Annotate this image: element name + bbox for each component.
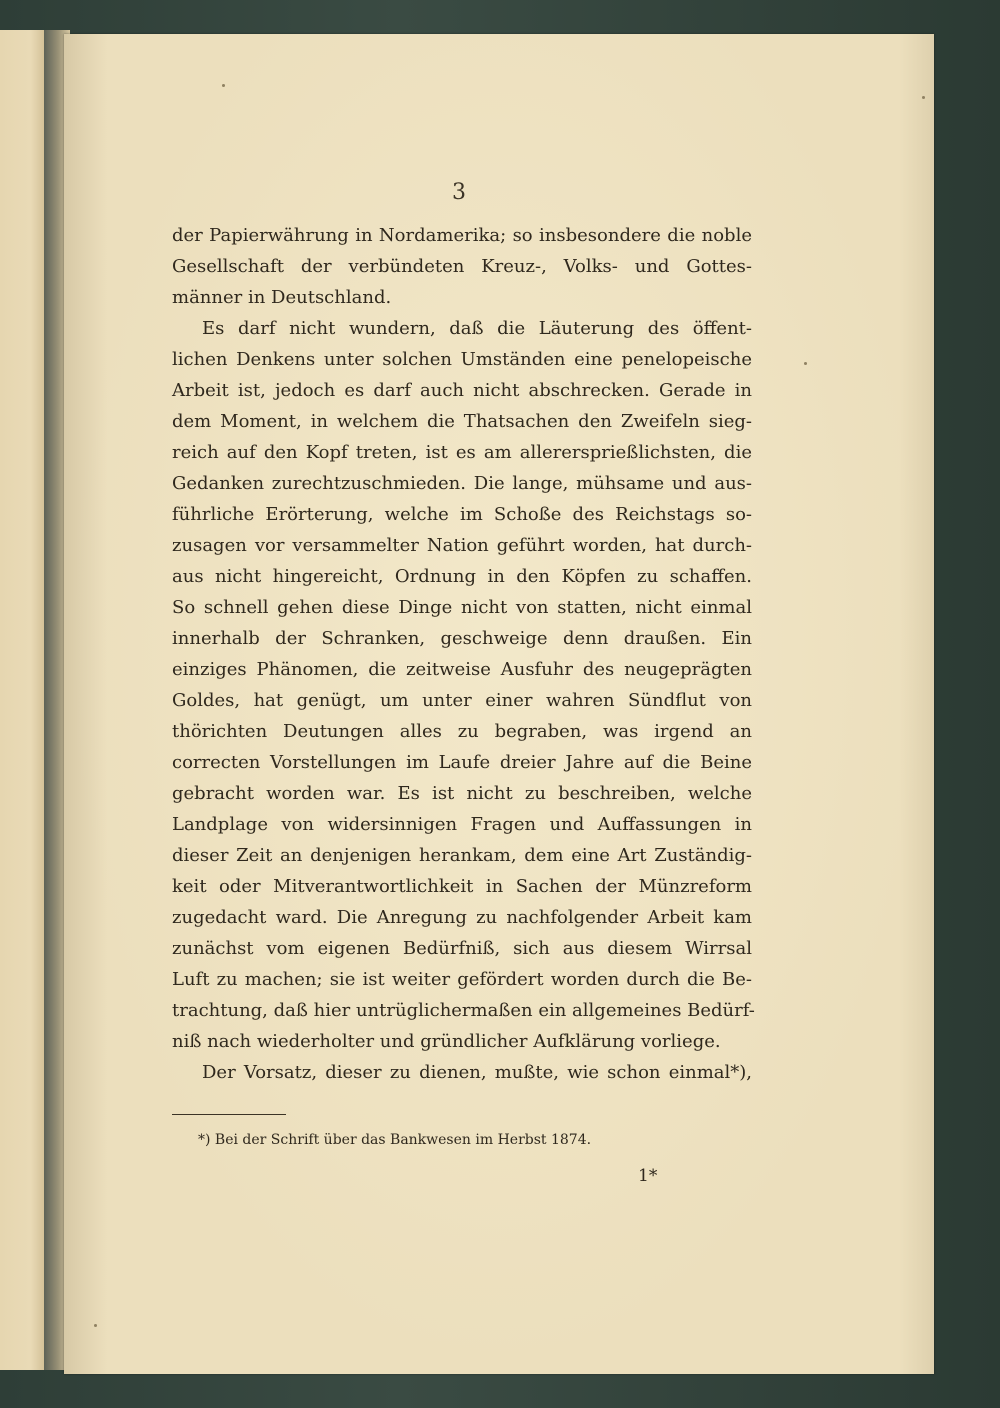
text-line: Der Vorsatz, dieser zu dienen, mußte, wie schon einmal*), (202, 1062, 752, 1083)
text-line: zusagen vor versammelter Nation geführt worden, hat durch- (172, 535, 752, 556)
text-line: So schnell gehen diese Dinge nicht von statten, nicht einmal (172, 597, 752, 618)
text-line: zunächst vom eigenen Bedürfniß, sich aus diesem Wirrsal (172, 938, 752, 959)
page-number: 3 (452, 180, 466, 205)
text-line: Luft zu machen; sie ist weiter gefördert worden durch die Be- (172, 969, 752, 990)
text-line: aus nicht hingereicht, Ordnung in den Köpfen zu schaffen. (172, 566, 752, 587)
text-line: Arbeit ist, jedoch es darf auch nicht abschrecken. Gerade in (172, 380, 752, 401)
paper-speck (94, 1324, 97, 1327)
page-sheet (64, 34, 934, 1374)
text-line: dem Moment, in welchem die Thatsachen den Zweifeln sieg- (172, 411, 752, 432)
paper-speck (922, 96, 925, 99)
text-line: führliche Erörterung, welche im Schoße des Reichstags so- (172, 504, 752, 525)
signature-mark: 1* (638, 1166, 658, 1186)
text-line: Goldes, hat genügt, um unter einer wahren Sündflut von (172, 690, 752, 711)
facing-page-edge (0, 30, 45, 1370)
text-line: trachtung, daß hier untrüglichermaßen ein allgemeines Bedürf- (172, 1000, 755, 1021)
text-line: Es darf nicht wundern, daß die Läuterung des öffent- (202, 318, 752, 339)
text-line: Gedanken zurechtzuschmieden. Die lange, mühsame und aus- (172, 473, 752, 494)
text-line: niß nach wiederholter und gründlicher Aufklärung vorliege. (172, 1031, 721, 1052)
text-line: innerhalb der Schranken, geschweige denn draußen. Ein (172, 628, 752, 649)
text-line: einziges Phänomen, die zeitweise Ausfuhr des neugeprägten (172, 659, 752, 680)
paper-speck (804, 362, 807, 365)
text-line: Landplage von widersinnigen Fragen und Auffassungen in (172, 814, 752, 835)
text-line: reich auf den Kopf treten, ist es am allerersprießlichsten, die (172, 442, 752, 463)
text-line: gebracht worden war. Es ist nicht zu beschreiben, welche (172, 783, 752, 804)
text-line: thörichten Deutungen alles zu begraben, was irgend an (172, 721, 752, 742)
paper-speck (222, 84, 225, 87)
text-line: lichen Denkens unter solchen Umständen eine penelopeische (172, 349, 752, 370)
text-line: correcten Vorstellungen im Laufe dreier Jahre auf die Beine (172, 752, 752, 773)
text-line: der Papierwährung in Nordamerika; so insbesondere die noble (172, 225, 752, 246)
footnote-rule (172, 1114, 286, 1115)
text-line: Gesellschaft der verbündeten Kreuz-, Volks- und Gottes- (172, 256, 752, 277)
footnote: *) Bei der Schrift über das Bankwesen im Herbst 1874. (198, 1132, 592, 1148)
text-line: männer in Deutschland. (172, 287, 392, 308)
text-line: dieser Zeit an denjenigen herankam, dem eine Art Zuständig- (172, 845, 752, 866)
text-line: keit oder Mitverantwortlichkeit in Sachen der Münzreform (172, 876, 752, 897)
text-line: zugedacht ward. Die Anregung zu nachfolgender Arbeit kam (172, 907, 752, 928)
body-text (172, 220, 755, 1088)
